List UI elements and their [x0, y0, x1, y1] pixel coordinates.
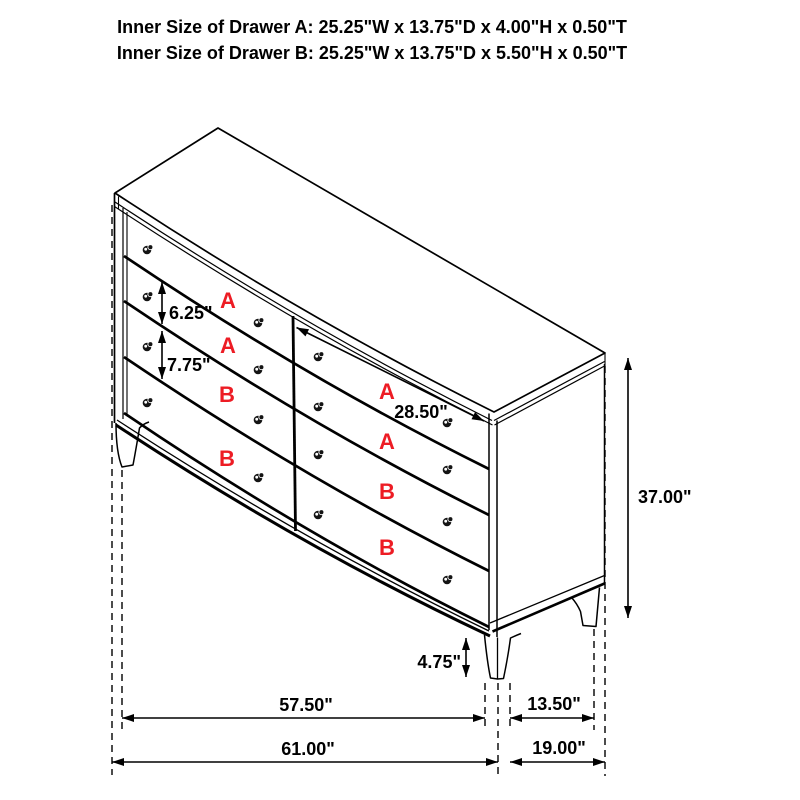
header-drawer-b-size: Inner Size of Drawer B: 25.25"W x 13.75"D x 5.50"H x 0.50"T: [116, 43, 628, 63]
drawer-knob-icon: [443, 465, 453, 475]
drawer-knob-icon: [254, 415, 264, 425]
drawer-knob-icon: [143, 342, 153, 352]
front-right-leg: [485, 634, 522, 680]
drawer-knob-icon: [314, 450, 324, 460]
drawer-knob-icon: [254, 365, 264, 375]
center-stile-line: [293, 316, 296, 531]
dimension-drawer-a-height: [162, 282, 213, 324]
drawer-knob-icon: [314, 402, 324, 412]
dimension-side-leg-span: [510, 694, 594, 718]
dimension-drawer-b-height: [162, 331, 211, 379]
drawer-label-left-4: B: [219, 446, 235, 471]
drawer-label-right-3: B: [379, 479, 395, 504]
drawer-knob-icon: [254, 318, 264, 328]
drawer-label-left-2: A: [220, 333, 236, 358]
side-leg-span-label: 13.50": [527, 694, 581, 714]
drawer-knob-icon: [314, 510, 324, 520]
drawer-label-left-3: B: [219, 382, 235, 407]
cabinet-left-side-panel: [115, 193, 128, 423]
cabinet-top-face: [115, 128, 606, 425]
overall-depth-label: 19.00": [532, 738, 586, 758]
drawer-knob-icon: [143, 245, 153, 255]
dimension-opening-width: [297, 328, 485, 423]
drawer-knob-icon: [443, 575, 453, 585]
drawer-label-right-4: B: [379, 535, 395, 560]
drawer-b-height-label: 7.75": [167, 355, 211, 375]
drawer-knob-icon: [254, 473, 264, 483]
drawer-knob-icon: [443, 517, 453, 527]
drawer-knob-icon: [143, 292, 153, 302]
front-base-rail: [116, 420, 490, 636]
header-drawer-a-size: Inner Size of Drawer A: 25.25"W x 13.75"D x 4.00"H x 0.50"T: [117, 17, 627, 37]
dimension-front-leg-span: [122, 695, 485, 718]
back-right-leg: [572, 588, 600, 627]
drawer-letter-labels: [219, 288, 395, 560]
dimension-leg-height: [417, 638, 466, 677]
overall-height-label: 37.00": [638, 487, 692, 507]
drawer-knob-icon: [314, 352, 324, 362]
drawer-label-right-2: A: [379, 429, 395, 454]
dimension-overall-depth: [510, 738, 605, 762]
drawer-label-left-1: A: [220, 288, 236, 313]
cabinet-legs: [116, 422, 600, 679]
dimension-overall-width: [112, 739, 498, 762]
front-leg-span-label: 57.50": [279, 695, 333, 715]
drawer-knob-icon: [143, 398, 153, 408]
drawer-a-height-label: 6.25": [169, 303, 213, 323]
overall-width-label: 61.00": [281, 739, 335, 759]
opening-width-label: 28.50": [394, 402, 448, 422]
extension-lines: [112, 205, 605, 776]
leg-height-label: 4.75": [417, 652, 461, 672]
drawer-label-right-1: A: [379, 379, 395, 404]
dimension-overall-height: [628, 358, 692, 618]
